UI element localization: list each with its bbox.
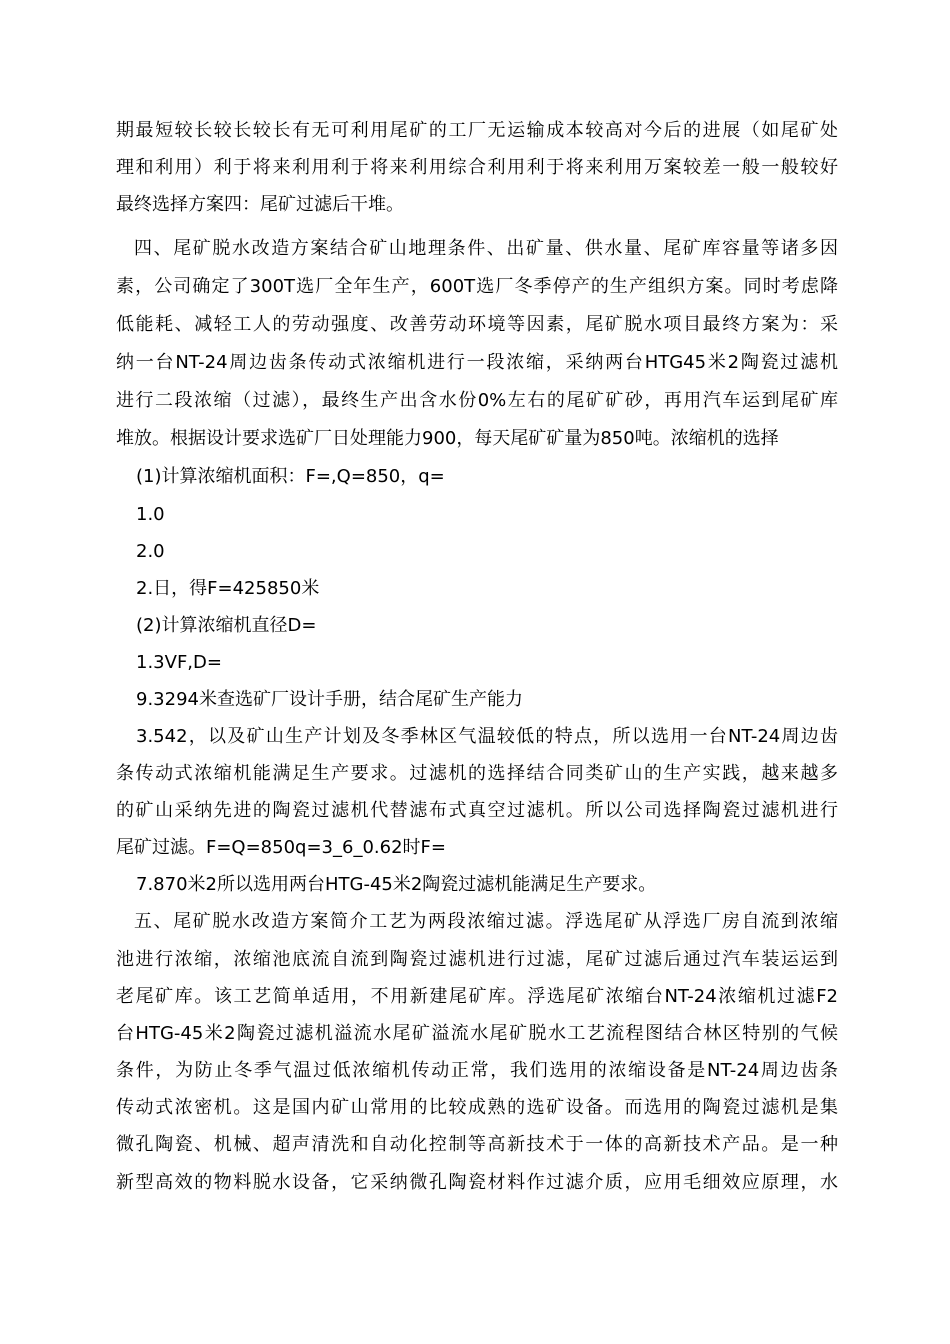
calc-line-7: 9.3294米查选矿厂设计手册，结合尾矿生产能力 [136,689,523,710]
paragraph-5-line-6: 传动式浓密机。这是国内矿山常用的比较成熟的选矿设备。而选用的陶瓷过滤机是集 [116,1097,838,1118]
paragraph-4-line-2: 素，公司确定了300T选厂全年生产，600T选厂冬季停产的生产组织方案。同时考虑降 [116,276,838,297]
paragraph-4-line-4: 纳一台NT-24周边齿条传动式浓缩机进行一段浓缩，采纳两台HTG45米2陶瓷过滤机 [116,352,838,373]
paragraph-4-line-1: 四、尾矿脱水改造方案结合矿山地理条件、出矿量、供水量、尾矿库容量等诸多因 [134,238,838,259]
filter-paragraph-line-1: 3.542，以及矿山生产计划及冬季林区气温较低的特点，所以选用一台NT-24周边齿 [136,726,838,747]
filter-paragraph-line-3: 的矿山采纳先进的陶瓷过滤机代替滤布式真空过滤机。所以公司选择陶瓷过滤机进行 [116,800,838,821]
paragraph-4-line-3: 低能耗、减轻工人的劳动强度、改善劳动环境等因素，尾矿脱水项目最终方案为：采 [116,314,838,335]
paragraph-4-line-6: 堆放。根据设计要求选矿厂日处理能力900，每天尾矿矿量为850吨。浓缩机的选择 [116,428,779,449]
paragraph-5-line-3: 老尾矿库。该工艺简单适用，不用新建尾矿库。浮选尾矿浓缩台NT-24浓缩机过滤F2 [116,986,838,1007]
calc-line-2: 1.0 [136,504,165,525]
paragraph-5-line-7: 微孔陶瓷、机械、超声清洗和自动化控制等高新技术于一体的高新技术产品。是一种 [116,1134,838,1155]
filter-result-line: 7.870米2所以选用两台HTG-45米2陶瓷过滤机能满足生产要求。 [136,874,657,895]
calc-line-1: (1)计算浓缩机面积：F=,Q=850，q= [136,466,445,487]
filter-paragraph-line-4: 尾矿过滤。F=Q=850q=3_6_0.62时F= [116,837,446,858]
filter-paragraph-line-2: 条传动式浓缩机能满足生产要求。过滤机的选择结合同类矿山的生产实践，越来越多 [116,763,838,784]
calc-line-3: 2.0 [136,541,165,562]
paragraph-5-line-2: 池进行浓缩，浓缩池底流自流到陶瓷过滤机进行过滤，尾矿过滤后通过汽车装运运到 [116,949,838,970]
text-line-1: 期最短较长较长较长有无可利用尾矿的工厂无运输成本较高对今后的进展（如尾矿处 [116,120,838,141]
paragraph-5-line-4: 台HTG-45米2陶瓷过滤机溢流水尾矿溢流水尾矿脱水工艺流程图结合林区特别的气候 [116,1023,838,1044]
paragraph-5-line-5: 条件，为防止冬季气温过低浓缩机传动正常，我们选用的浓缩设备是NT-24周边齿条 [116,1060,838,1081]
text-line-3: 最终选择方案四：尾矿过滤后干堆。 [116,194,404,215]
calc-line-4: 2.日，得F=425850米 [136,578,320,599]
calc-line-6: 1.3VF,D= [136,652,222,673]
text-line-2: 理和利用）利于将来利用利于将来利用综合利用利于将来利用万案较差一般一般较好 [116,157,838,178]
calc-line-5: (2)计算浓缩机直径D= [136,615,317,636]
paragraph-5-line-1: 五、尾矿脱水改造方案简介工艺为两段浓缩过滤。浮选尾矿从浮选厂房自流到浓缩 [134,911,838,932]
paragraph-5-line-8: 新型高效的物料脱水设备，它采纳微孔陶瓷材料作过滤介质，应用毛细效应原理，水 [116,1172,838,1193]
paragraph-4-line-5: 进行二段浓缩（过滤），最终生产出含水份0%左右的尾矿矿砂，再用汽车运到尾矿库 [116,390,838,411]
